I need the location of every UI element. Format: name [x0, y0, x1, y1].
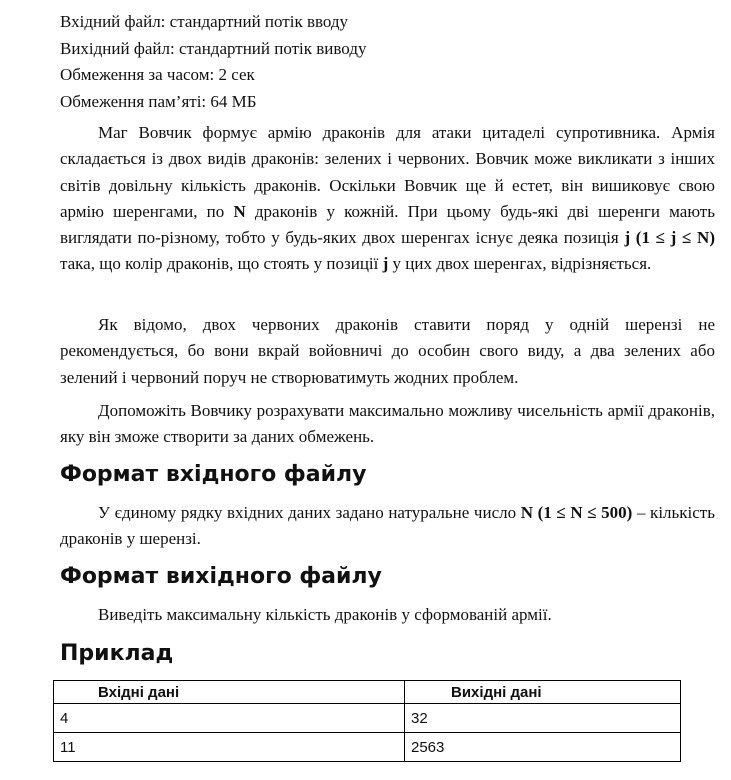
table-row — [54, 704, 681, 733]
table-header-row — [54, 681, 681, 704]
input-format-heading: Формат вхідного файлу — [60, 462, 367, 487]
input-file-line: Вхідний файл: стандартний потік вводу — [60, 12, 349, 31]
column-header-input: Вхідні дані — [54, 681, 405, 704]
example-heading: Приклад — [60, 641, 174, 666]
input-format-text: У єдиному рядку вхідних даних задано натуральне число — [98, 503, 521, 522]
example-output-cell: 2563 — [405, 733, 681, 762]
output-format-heading: Формат вихідного файлу — [60, 564, 382, 589]
statement-paragraph-3: Допоможіть Вовчику розрахувати максимально можливу чисельність армії драконів, яку він зможе створити за даних обмежень. — [60, 401, 715, 447]
output-format-paragraph: Виведіть максимальну кількість драконів у сформованій армії. — [98, 605, 552, 624]
statement-text: драконів у кожній. При цьому будь-які дві шеренги мають виглядати по-різному, тобто у будь-яких двох шеренгах існує деяка позиція — [60, 201, 715, 248]
statement-text: така, що колір драконів, що стоять у позиції — [60, 254, 383, 274]
example-output-cell: 32 — [405, 704, 681, 733]
column-header-output: Вихідні дані — [405, 681, 681, 704]
example-input-cell: 11 — [54, 733, 405, 762]
variable-n: N — [233, 201, 246, 221]
problem-limits — [60, 9, 366, 115]
statement-paragraph-2: Як відомо, двох червоних драконів ставити поряд у одній шерензі не рекомендується, бо вони вкрай войовничі до особин свого виду, а два зелених або зелений і червоний поруч не створюватимуть жодних проблем. — [60, 315, 715, 387]
position-condition: j (1 ≤ j ≤ N) — [624, 228, 715, 248]
input-format-text: – кількість драконів у шерензі. — [60, 503, 715, 549]
output-file-line: Вихідний файл: стандартний потік виводу — [60, 38, 367, 58]
statement-paragraph-1 — [60, 120, 715, 278]
input-format-paragraph — [60, 500, 715, 553]
variable-j: j — [382, 254, 389, 274]
example-input-cell: 4 — [54, 704, 405, 733]
memory-limit-line: Обмеження пам’яті: 64 МБ — [60, 91, 257, 111]
input-constraint: N (1 ≤ N ≤ 500) — [520, 503, 633, 522]
statement-text: Маг Вовчик формує армію драконів для атаки цитаделі супротивника. Армія складається із двох видів драконів: зелених і червоних. Вовчик може викликати з інших світів довільну кількість драконів. Оскільки Вовчик ще й естет, він вишиковує свою армію шеренгами, по — [60, 123, 715, 221]
statement-text: у цих двох шеренгах, відрізняється. — [388, 254, 652, 274]
example-table — [53, 680, 681, 762]
time-limit-line: Обмеження за часом: 2 сек — [60, 65, 255, 84]
table-row — [54, 733, 681, 762]
